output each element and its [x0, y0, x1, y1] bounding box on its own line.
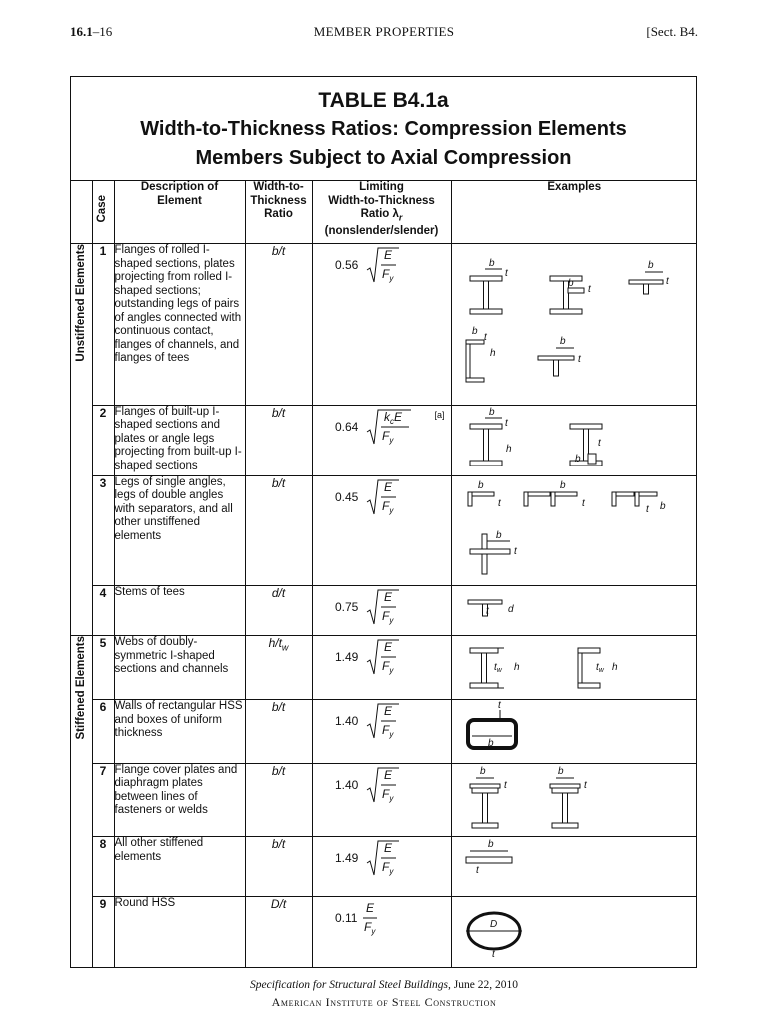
dimension-label: t [597, 437, 601, 449]
formula [327, 764, 437, 806]
flange-top [470, 648, 498, 653]
formula-coefficient: 0.75 [334, 599, 358, 614]
examples-cell [451, 763, 697, 837]
width-thickness-ratio: b/t [245, 763, 312, 837]
plate [470, 549, 510, 554]
flange-top [472, 788, 498, 793]
dimension-label: t [583, 779, 587, 791]
limiting-ratio [312, 897, 451, 968]
web [483, 281, 488, 309]
formula [327, 406, 437, 448]
running-header-section: [Sect. B4. [646, 24, 698, 39]
ratio-table [70, 180, 697, 968]
dimension-label: t [513, 545, 517, 557]
formula-denominator: $F_y$ [381, 267, 393, 284]
formula-coefficient: 1.40 [334, 714, 358, 729]
example-sketch [452, 476, 696, 582]
flange-bottom [470, 461, 502, 466]
formula-denominator: $F_y$ [381, 786, 393, 803]
limiting-ratio [312, 700, 451, 763]
dimension-label: b [488, 258, 495, 270]
table-row [70, 244, 697, 405]
limiting-ratio [312, 244, 451, 405]
formula-denominator: $F_y$ [363, 920, 375, 937]
web [562, 793, 567, 823]
case-number: 5 [92, 636, 114, 700]
header-limiting-line: (nonslender/slender) [324, 224, 439, 237]
formula-numerator: $k_cE$ [383, 409, 402, 426]
case-number: 9 [92, 897, 114, 968]
dimension-label: b [471, 326, 478, 338]
dimension-label: h [505, 443, 512, 455]
width-thickness-ratio: D/t [245, 897, 312, 968]
flange-top [466, 340, 484, 344]
dimension-label: t [645, 503, 649, 515]
page-number-page: –16 [92, 24, 113, 39]
flange-bottom [470, 683, 498, 688]
web [481, 653, 486, 683]
angle-leg-v [524, 492, 528, 506]
stem [553, 360, 558, 376]
formula-numerator: E [383, 704, 392, 719]
dimension-label: t [587, 284, 591, 296]
footer-publisher: American Institute of Steel Construction [271, 995, 497, 1009]
dimension-label: t [475, 865, 479, 877]
width-thickness-ratio: b/t [245, 475, 312, 585]
width-thickness-ratio: b/t [245, 837, 312, 897]
dimension-label: t [485, 605, 489, 617]
flange-top [550, 276, 582, 281]
web [483, 429, 488, 461]
header-ratio-line: Thickness [250, 194, 307, 207]
table-row [70, 897, 697, 968]
header-limiting-line: Width-to-Thickness [328, 194, 435, 207]
element-description: All other stiffened elements [114, 837, 245, 897]
case-number: 7 [92, 763, 114, 837]
section-plate [588, 454, 596, 464]
case-number: 3 [92, 475, 114, 585]
formula-numerator: E [383, 841, 392, 856]
formula-denominator: $F_y$ [381, 723, 393, 740]
formula-coefficient: 1.49 [334, 851, 358, 866]
element-description: Webs of doubly-symmetric I-shaped sections and channels [114, 636, 245, 700]
running-header-title: MEMBER PROPERTIES [313, 24, 455, 39]
element-description: Round HSS [114, 897, 245, 968]
case-number: 1 [92, 244, 114, 405]
examples-cell [451, 897, 697, 968]
note-reference: [a] [434, 409, 445, 420]
dimension-label: b [477, 479, 484, 491]
formula [327, 244, 437, 286]
formula [327, 476, 437, 518]
dimension-label: t [504, 268, 508, 280]
formula-denominator: $F_y$ [381, 498, 393, 515]
formula [327, 897, 437, 939]
limiting-ratio [312, 405, 451, 475]
header-description-line: Element [157, 194, 202, 207]
flange-top [468, 600, 502, 604]
example-sketch [452, 586, 696, 633]
case-number: 8 [92, 837, 114, 897]
width-thickness-ratio: b/t [245, 700, 312, 763]
width-thickness-ratio: b/t [245, 244, 312, 405]
dimension-label: b [567, 278, 574, 290]
table-heading: Width-to-Thickness Ratios: Compression Elements [140, 118, 627, 140]
example-sketch [452, 244, 696, 400]
flange-bottom [470, 309, 502, 314]
flange-bottom [578, 683, 600, 688]
group-stiffened [70, 636, 92, 968]
case-number: 6 [92, 700, 114, 763]
header-ratio-line: Width-to- [253, 181, 304, 193]
formula [327, 837, 437, 879]
dimension-label: b [647, 260, 654, 272]
table-row [70, 636, 697, 700]
formula-numerator: E [383, 479, 392, 494]
header-limiting [312, 181, 451, 244]
limiting-ratio [312, 585, 451, 635]
dimension-label: b [487, 839, 494, 851]
examples-cell [451, 585, 697, 635]
header-ratio-line: Ratio [264, 208, 293, 220]
flange-top [629, 280, 663, 284]
flange-bottom [550, 309, 582, 314]
dimension-label: t [581, 497, 585, 509]
table-row [70, 405, 697, 475]
examples-cell [451, 636, 697, 700]
formula [327, 586, 437, 628]
dimension-label: $t_w$ [595, 662, 604, 674]
dimension-label: t [665, 276, 669, 288]
example-sketch [452, 700, 696, 760]
formula-denominator: $F_y$ [381, 860, 393, 877]
element-description: Flange cover plates and diaphragm plates between lines of fasteners or welds [114, 763, 245, 837]
table-subheading: Members Subject to Axial Compression [195, 147, 572, 169]
web [466, 344, 470, 378]
formula-denominator: $F_y$ [381, 659, 393, 675]
element-description: Walls of rectangular HSS and boxes of uniform thickness [114, 700, 245, 763]
formula-coefficient: 1.49 [334, 650, 358, 664]
formula-numerator: E [383, 767, 392, 782]
formula-numerator: E [383, 248, 392, 263]
dimension-label: t [483, 332, 487, 344]
dimension-label: b [559, 336, 566, 348]
formula-coefficient: 0.11 [334, 911, 357, 926]
flange-top [570, 424, 602, 429]
formula-numerator: E [383, 589, 392, 604]
element-description: Stems of tees [114, 585, 245, 635]
formula-coefficient: 0.45 [334, 489, 358, 504]
table-header-row [70, 181, 697, 244]
examples-cell [451, 475, 697, 585]
dimension-label: b [559, 479, 566, 491]
flange-top [538, 356, 574, 360]
header-group-cell [70, 181, 92, 244]
table-row [70, 585, 697, 635]
examples-cell [451, 837, 697, 897]
header-case [92, 181, 114, 244]
dimension-label: b [479, 765, 486, 777]
angle-leg-v [551, 492, 555, 506]
header-limiting-line: Ratio $\lambda_r$ [360, 208, 403, 223]
web [578, 653, 582, 683]
formula-coefficient: 0.64 [334, 419, 358, 434]
group-unstiffened [70, 244, 92, 636]
examples-cell [451, 244, 697, 405]
header-limiting-line: Limiting [359, 181, 404, 193]
web [482, 793, 487, 823]
width-thickness-ratio: d/t [245, 585, 312, 635]
header-examples-label: Examples [547, 181, 602, 193]
group-label: Unstiffened Elements [74, 244, 87, 362]
footer-spec [0, 979, 768, 991]
page-number-section: 16.1 [70, 24, 93, 39]
examples-cell [451, 405, 697, 475]
dimension-label: h [513, 662, 520, 673]
flange-bottom [466, 378, 484, 382]
case-number: 4 [92, 585, 114, 635]
plate [466, 857, 512, 863]
dimension-label: b [488, 406, 495, 418]
dimension-label: $t_w$ [493, 662, 502, 674]
examples-cell [451, 700, 697, 763]
angle-leg-v [612, 492, 616, 506]
formula-denominator: $F_y$ [381, 428, 393, 445]
dimension-label: t [497, 700, 501, 712]
dimension-label: t [504, 417, 508, 429]
limiting-ratio [312, 475, 451, 585]
element-description: Flanges of rolled I-shaped sections, plates projecting from rolled I-shaped sections; outstanding legs of pairs of angles connected with continuous contact, flanges of channels, and flanges of tees [114, 244, 245, 405]
header-description [114, 181, 245, 244]
formula [327, 636, 437, 678]
dimension-label: t [503, 779, 507, 791]
stem [643, 284, 648, 294]
example-sketch [452, 897, 696, 964]
formula [327, 700, 437, 742]
example-sketch [452, 636, 696, 697]
table-row [70, 475, 697, 585]
width-thickness-ratio: $h/t_w$ [245, 636, 312, 700]
example-sketch [452, 764, 696, 834]
table-row [70, 837, 697, 897]
limiting-ratio [312, 763, 451, 837]
cover-plate [470, 784, 500, 788]
formula-numerator: E [383, 640, 392, 654]
limiting-ratio [312, 636, 451, 700]
dimension-label: D [489, 919, 497, 931]
dimension-label: b [574, 453, 581, 465]
dimension-label: t [577, 354, 581, 366]
dimension-label: h [489, 348, 496, 360]
header-case-label: Case [96, 195, 109, 223]
formula-numerator: E [365, 901, 374, 916]
width-thickness-ratio: b/t [245, 405, 312, 475]
element-description: Flanges of built-up I-shaped sections and plates or angle legs projecting from built-up I-shaped sections [114, 405, 245, 475]
formula-denominator: $F_y$ [381, 608, 393, 625]
footer-spec-title: Specification for Structural Steel Buildings, [249, 979, 451, 991]
formula-coefficient: 1.40 [334, 777, 358, 792]
angle-leg-v [635, 492, 639, 506]
example-sketch [452, 837, 696, 894]
dimension-label: h [611, 662, 618, 673]
flange-bottom [472, 823, 498, 828]
dimension-label: d [507, 603, 514, 615]
angle-leg-v [468, 492, 472, 506]
dimension-label: b [557, 765, 564, 777]
example-sketch [452, 406, 696, 466]
cover-plate [550, 784, 580, 788]
flange-top [578, 648, 600, 653]
case-number: 2 [92, 405, 114, 475]
dimension-label: b [495, 529, 502, 541]
element-description: Legs of single angles, legs of double angles with separators, and all other unstiffened elements [114, 475, 245, 585]
flange-top [470, 424, 502, 429]
dimension-label: t [491, 949, 495, 961]
dimension-label: b [659, 500, 666, 512]
group-label: Stiffened Elements [74, 636, 87, 740]
table-row [70, 700, 697, 763]
limiting-ratio [312, 837, 451, 897]
table-row [70, 763, 697, 837]
flange-bottom [552, 823, 578, 828]
dimension-label: b [487, 738, 494, 750]
table-number: TABLE B4.1a [318, 89, 449, 112]
header-ratio [245, 181, 312, 244]
table-title [70, 86, 697, 173]
flange-top [552, 788, 578, 793]
formula-coefficient: 0.56 [334, 258, 358, 273]
flange-top [470, 276, 502, 281]
dimension-label: t [497, 497, 501, 509]
header-description-line: Description of [140, 181, 219, 193]
footer-spec-date: June 22, 2010 [453, 979, 518, 991]
header-examples [451, 181, 697, 244]
